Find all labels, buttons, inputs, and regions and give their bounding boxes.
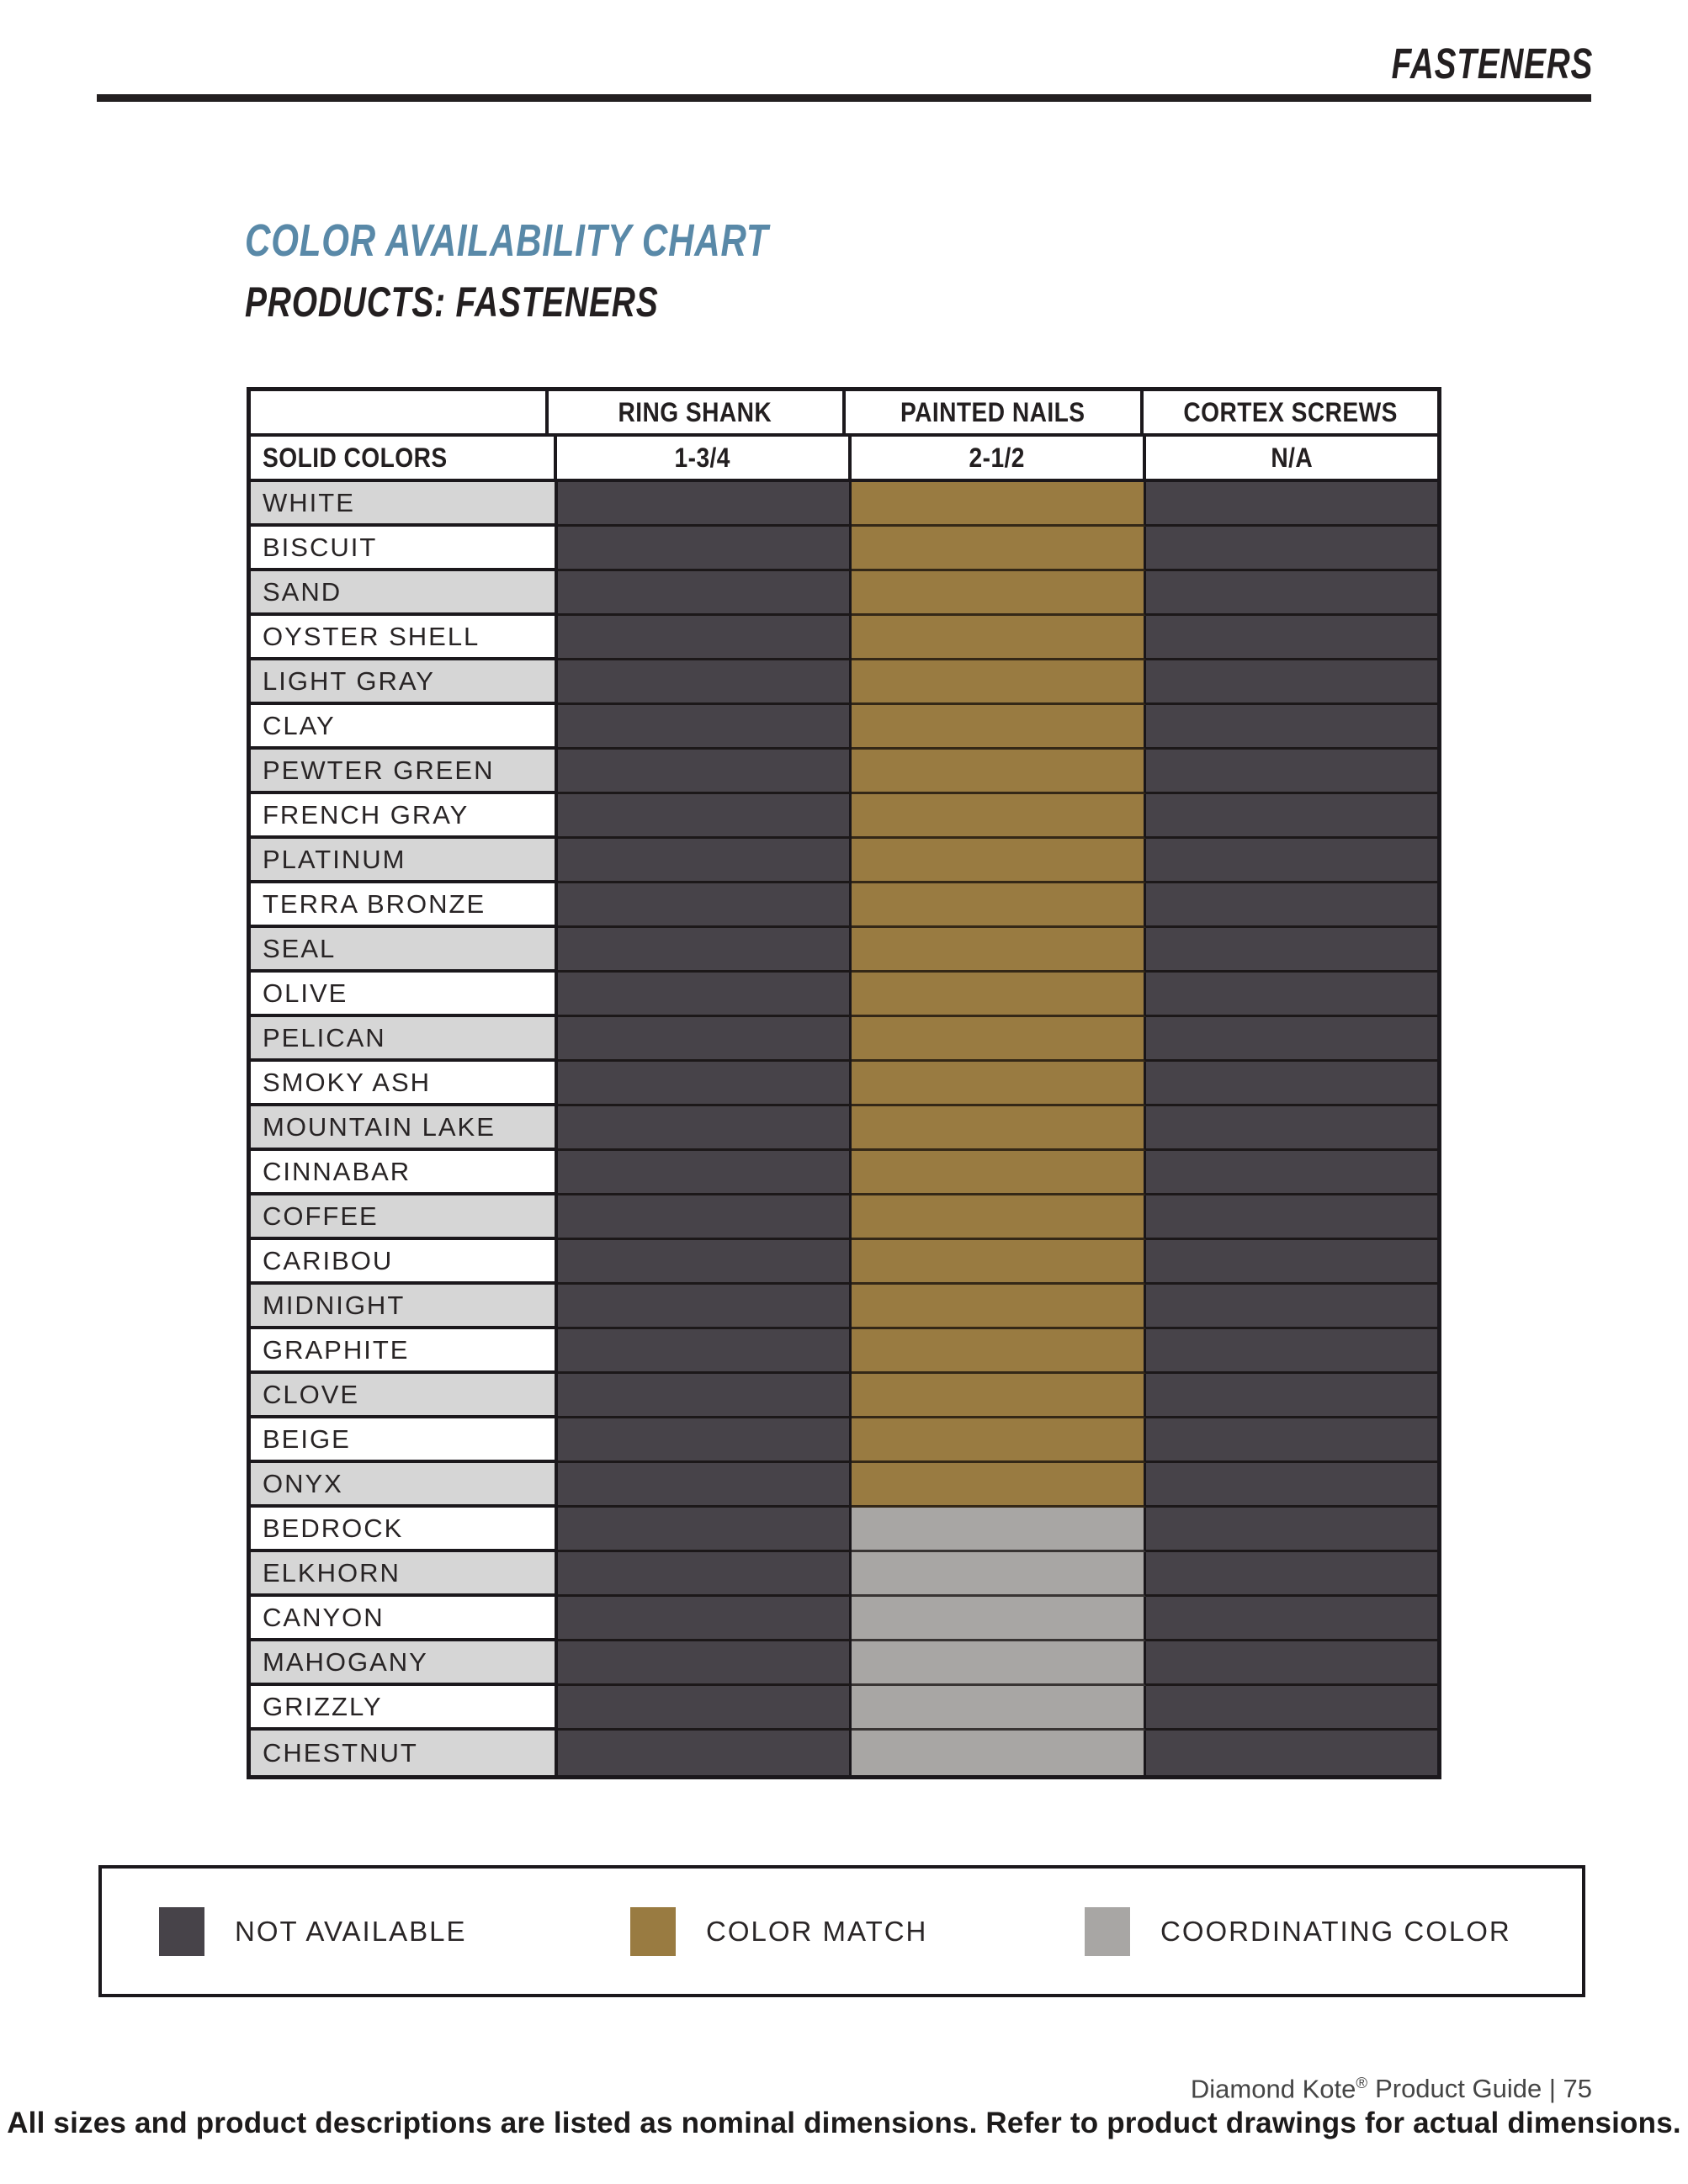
section-header: FASTENERS — [1391, 40, 1593, 87]
cell-cortex-screws-not-available — [1146, 1195, 1438, 1240]
availability-legend — [98, 1865, 1585, 1997]
table-row — [251, 839, 1437, 883]
cell-ring-shank-not-available — [558, 1552, 852, 1597]
cell-cortex-screws-not-available — [1146, 1552, 1438, 1597]
table-row — [251, 1731, 1437, 1775]
cell-painted-nails-color-match — [852, 1418, 1146, 1463]
row-label: CARIBOU — [251, 1240, 558, 1285]
row-label: MOUNTAIN LAKE — [251, 1106, 558, 1151]
table-row — [251, 705, 1437, 750]
cell-cortex-screws-not-available — [1146, 1374, 1438, 1418]
cell-painted-nails-color-match — [852, 482, 1146, 527]
cell-painted-nails-color-match — [852, 1062, 1146, 1106]
table-row — [251, 1329, 1437, 1374]
row-label: SAND — [251, 571, 558, 616]
table-row — [251, 660, 1437, 705]
cell-cortex-screws-not-available — [1146, 527, 1438, 571]
cell-ring-shank-not-available — [558, 1641, 852, 1686]
cell-painted-nails-color-match — [852, 794, 1146, 839]
cell-ring-shank-not-available — [558, 1285, 852, 1329]
cell-ring-shank-not-available — [558, 1017, 852, 1062]
table-header — [251, 391, 1437, 482]
solid-colors-header-cell — [251, 437, 557, 482]
table-row — [251, 1240, 1437, 1285]
table-row — [251, 1641, 1437, 1686]
cell-ring-shank-not-available — [558, 839, 852, 883]
cell-painted-nails-color-match — [852, 1285, 1146, 1329]
registered-trademark-symbol: ® — [1356, 2074, 1368, 2091]
cell-painted-nails-color-match — [852, 1106, 1146, 1151]
cell-painted-nails-color-match — [852, 571, 1146, 616]
coordinating-color-swatch — [1085, 1907, 1130, 1956]
row-label: CLAY — [251, 705, 558, 750]
cell-ring-shank-not-available — [558, 1597, 852, 1641]
cell-cortex-screws-not-available — [1146, 1240, 1438, 1285]
header-empty-cell — [251, 391, 549, 437]
footer-guide-page-number: Product Guide | 75 — [1375, 2074, 1592, 2104]
table-row — [251, 1374, 1437, 1418]
table-row — [251, 1418, 1437, 1463]
cell-cortex-screws-not-available — [1146, 1285, 1438, 1329]
cell-cortex-screws-not-available — [1146, 1731, 1438, 1775]
row-label: FRENCH GRAY — [251, 794, 558, 839]
legend-label: COLOR MATCH — [706, 1915, 928, 1947]
cell-cortex-screws-not-available — [1146, 482, 1438, 527]
row-label: LIGHT GRAY — [251, 660, 558, 705]
row-label: BEDROCK — [251, 1508, 558, 1552]
cell-ring-shank-not-available — [558, 482, 852, 527]
table-row — [251, 482, 1437, 527]
cell-cortex-screws-not-available — [1146, 928, 1438, 973]
table-row — [251, 973, 1437, 1017]
legend-item-coordinating-color — [1085, 1869, 1511, 1994]
cell-ring-shank-not-available — [558, 1151, 852, 1195]
legend-item-not-available — [159, 1869, 466, 1994]
col-header-label: RING SHANK — [618, 396, 772, 427]
table-row — [251, 1686, 1437, 1731]
table-row — [251, 1597, 1437, 1641]
row-label: GRIZZLY — [251, 1686, 558, 1731]
table-row — [251, 1062, 1437, 1106]
cell-painted-nails-color-match — [852, 1151, 1146, 1195]
cell-painted-nails-color-match — [852, 527, 1146, 571]
cell-ring-shank-not-available — [558, 571, 852, 616]
cell-painted-nails-coordinating-color — [852, 1686, 1146, 1731]
table-row — [251, 1285, 1437, 1329]
cell-painted-nails-color-match — [852, 1195, 1146, 1240]
row-label: OYSTER SHELL — [251, 616, 558, 660]
cell-ring-shank-not-available — [558, 883, 852, 928]
cell-ring-shank-not-available — [558, 1106, 852, 1151]
col-header-cortex-screws — [1144, 391, 1438, 437]
cell-painted-nails-color-match — [852, 1017, 1146, 1062]
row-label: PEWTER GREEN — [251, 750, 558, 794]
solid-colors-label: SOLID COLORS — [263, 442, 448, 473]
table-body — [251, 482, 1437, 1775]
size-label: 2-1/2 — [969, 442, 1026, 473]
cell-cortex-screws-not-available — [1146, 1151, 1438, 1195]
cell-cortex-screws-not-available — [1146, 1418, 1438, 1463]
size-cell-cortex-screws — [1146, 437, 1437, 482]
cell-ring-shank-not-available — [558, 705, 852, 750]
row-label: PLATINUM — [251, 839, 558, 883]
cell-ring-shank-not-available — [558, 928, 852, 973]
table-row — [251, 883, 1437, 928]
table-header-row-sizes — [251, 437, 1437, 482]
cell-cortex-screws-not-available — [1146, 705, 1438, 750]
cell-painted-nails-color-match — [852, 928, 1146, 973]
col-header-label: PAINTED NAILS — [900, 396, 1086, 427]
cell-cortex-screws-not-available — [1146, 839, 1438, 883]
row-label: BISCUIT — [251, 527, 558, 571]
cell-ring-shank-not-available — [558, 750, 852, 794]
cell-ring-shank-not-available — [558, 1731, 852, 1775]
row-label: TERRA BRONZE — [251, 883, 558, 928]
table-row — [251, 1106, 1437, 1151]
row-label: CLOVE — [251, 1374, 558, 1418]
row-label: BEIGE — [251, 1418, 558, 1463]
row-label: MAHOGANY — [251, 1641, 558, 1686]
row-label: OLIVE — [251, 973, 558, 1017]
cell-ring-shank-not-available — [558, 1329, 852, 1374]
table-row — [251, 1552, 1437, 1597]
cell-painted-nails-coordinating-color — [852, 1641, 1146, 1686]
table-row — [251, 616, 1437, 660]
cell-ring-shank-not-available — [558, 794, 852, 839]
table-header-row-products — [251, 391, 1437, 437]
cell-cortex-screws-not-available — [1146, 1463, 1438, 1508]
table-row — [251, 1195, 1437, 1240]
row-label: ELKHORN — [251, 1552, 558, 1597]
cell-painted-nails-color-match — [852, 1329, 1146, 1374]
cell-cortex-screws-not-available — [1146, 883, 1438, 928]
cell-ring-shank-not-available — [558, 527, 852, 571]
footer-page-info — [1191, 2074, 1592, 2104]
col-header-label: CORTEX SCREWS — [1183, 396, 1398, 427]
row-label: WHITE — [251, 482, 558, 527]
cell-ring-shank-not-available — [558, 1418, 852, 1463]
cell-ring-shank-not-available — [558, 1240, 852, 1285]
not-available-swatch — [159, 1907, 204, 1956]
cell-cortex-screws-not-available — [1146, 1641, 1438, 1686]
size-label: 1-3/4 — [674, 442, 731, 473]
cell-cortex-screws-not-available — [1146, 1597, 1438, 1641]
row-label: CHESTNUT — [251, 1731, 558, 1775]
cell-painted-nails-coordinating-color — [852, 1552, 1146, 1597]
row-label: SEAL — [251, 928, 558, 973]
cell-painted-nails-coordinating-color — [852, 1508, 1146, 1552]
cell-cortex-screws-not-available — [1146, 973, 1438, 1017]
header-rule-divider — [97, 94, 1591, 102]
size-label: N/A — [1271, 442, 1313, 473]
cell-painted-nails-color-match — [852, 973, 1146, 1017]
table-row — [251, 750, 1437, 794]
cell-ring-shank-not-available — [558, 1195, 852, 1240]
table-row — [251, 571, 1437, 616]
cell-painted-nails-color-match — [852, 660, 1146, 705]
cell-cortex-screws-not-available — [1146, 750, 1438, 794]
cell-painted-nails-color-match — [852, 616, 1146, 660]
cell-ring-shank-not-available — [558, 1686, 852, 1731]
row-label: COFFEE — [251, 1195, 558, 1240]
legend-item-color-match — [630, 1869, 927, 1994]
cell-painted-nails-color-match — [852, 1374, 1146, 1418]
row-label: SMOKY ASH — [251, 1062, 558, 1106]
color-match-swatch — [630, 1907, 676, 1956]
table-row — [251, 1463, 1437, 1508]
page-title: COLOR AVAILABILITY CHART — [245, 215, 769, 266]
size-cell-painted-nails — [852, 437, 1146, 482]
page-subtitle: PRODUCTS: FASTENERS — [245, 278, 659, 326]
legend-label: COORDINATING COLOR — [1160, 1915, 1511, 1947]
cell-ring-shank-not-available — [558, 616, 852, 660]
legend-label: NOT AVAILABLE — [235, 1915, 467, 1947]
cell-painted-nails-color-match — [852, 839, 1146, 883]
footer-brand: Diamond Kote — [1190, 2074, 1356, 2104]
cell-cortex-screws-not-available — [1146, 616, 1438, 660]
table-row — [251, 794, 1437, 839]
dimensions-disclaimer-note: All sizes and product descriptions are listed as nominal dimensions. Refer to product drawings for actual dimensions. — [7, 2107, 1681, 2139]
cell-cortex-screws-not-available — [1146, 571, 1438, 616]
row-label: ONYX — [251, 1463, 558, 1508]
cell-ring-shank-not-available — [558, 1463, 852, 1508]
cell-painted-nails-color-match — [852, 1240, 1146, 1285]
cell-ring-shank-not-available — [558, 1374, 852, 1418]
col-header-ring-shank — [549, 391, 847, 437]
row-label: MIDNIGHT — [251, 1285, 558, 1329]
cell-painted-nails-color-match — [852, 883, 1146, 928]
row-label: CANYON — [251, 1597, 558, 1641]
table-row — [251, 928, 1437, 973]
table-row — [251, 527, 1437, 571]
table-row — [251, 1017, 1437, 1062]
cell-cortex-screws-not-available — [1146, 1106, 1438, 1151]
cell-cortex-screws-not-available — [1146, 1329, 1438, 1374]
row-label: PELICAN — [251, 1017, 558, 1062]
cell-ring-shank-not-available — [558, 1062, 852, 1106]
table-row — [251, 1151, 1437, 1195]
cell-ring-shank-not-available — [558, 1508, 852, 1552]
cell-painted-nails-color-match — [852, 750, 1146, 794]
cell-painted-nails-coordinating-color — [852, 1731, 1146, 1775]
cell-ring-shank-not-available — [558, 973, 852, 1017]
row-label: GRAPHITE — [251, 1329, 558, 1374]
cell-ring-shank-not-available — [558, 660, 852, 705]
cell-painted-nails-coordinating-color — [852, 1597, 1146, 1641]
size-cell-ring-shank — [557, 437, 852, 482]
cell-cortex-screws-not-available — [1146, 1686, 1438, 1731]
color-availability-table — [247, 387, 1441, 1779]
cell-cortex-screws-not-available — [1146, 1062, 1438, 1106]
col-header-painted-nails — [846, 391, 1144, 437]
cell-cortex-screws-not-available — [1146, 1017, 1438, 1062]
row-label: CINNABAR — [251, 1151, 558, 1195]
cell-cortex-screws-not-available — [1146, 1508, 1438, 1552]
cell-cortex-screws-not-available — [1146, 794, 1438, 839]
table-row — [251, 1508, 1437, 1552]
cell-painted-nails-color-match — [852, 1463, 1146, 1508]
cell-painted-nails-color-match — [852, 705, 1146, 750]
cell-cortex-screws-not-available — [1146, 660, 1438, 705]
